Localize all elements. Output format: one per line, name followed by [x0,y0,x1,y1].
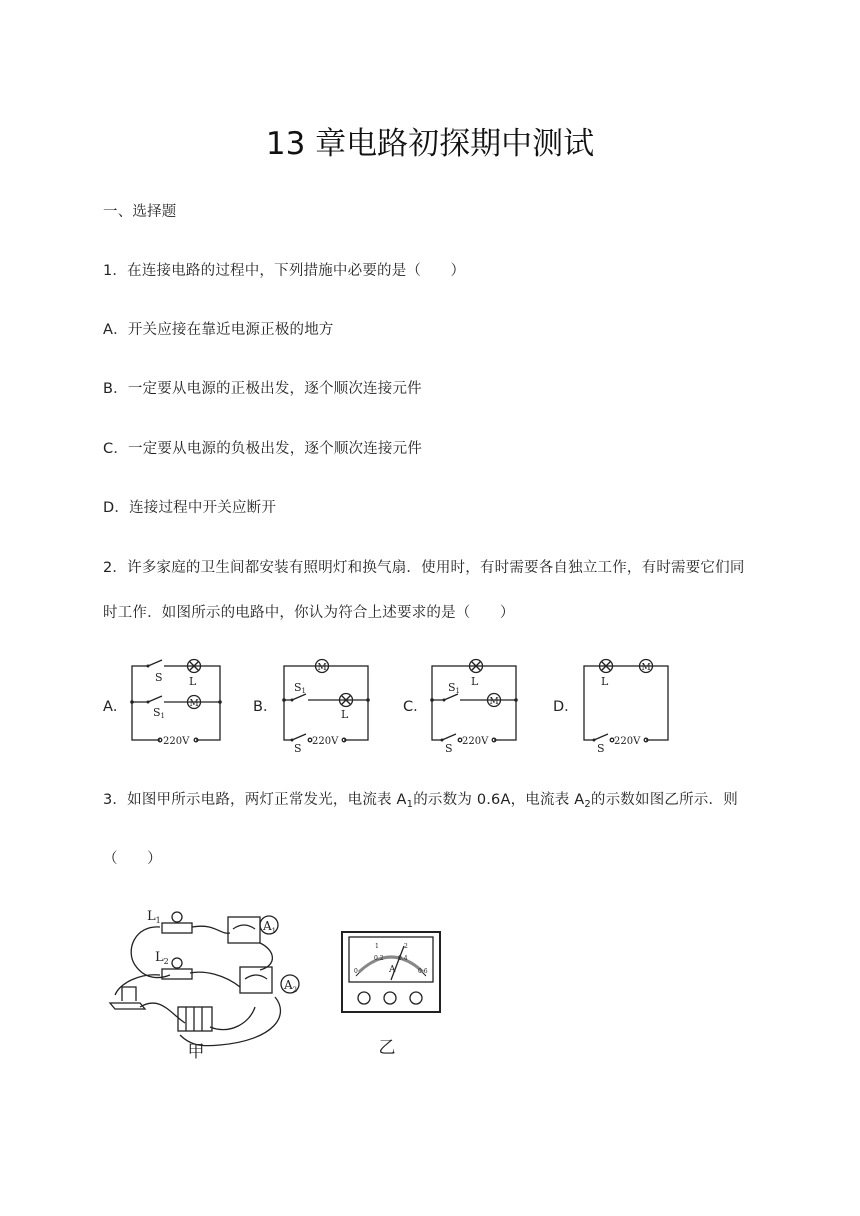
bulb-l1-base [162,923,192,933]
label-s: S [155,671,163,684]
svg-text:L1: $L_1$ [147,909,161,925]
switch-icon [110,1003,145,1009]
question-1-option-d[interactable]: D．连接过程中开关应断开 [103,500,277,516]
svg-text:M: M [641,663,651,673]
svg-text:1: 1 [375,943,379,950]
svg-text:M: M [189,699,199,709]
svg-text:S: S [597,742,605,755]
svg-text:S: S [445,742,453,755]
svg-text:S: S [294,742,302,755]
question-1-option-a[interactable]: A．开关应接在靠近电源正极的地方 [103,322,334,338]
page-title: 13 章电路初探期中测试 [265,126,595,162]
figure-jia-caption: 甲 [187,1042,205,1062]
question-1-stem: 1．在连接电路的过程中，下列措施中必要的是（ ） [103,263,466,279]
svg-text:0.2: 0.2 [374,955,384,962]
question-2-option-a-label[interactable]: A． [103,699,128,715]
question-2-option-c-label[interactable]: C． [403,699,428,715]
bulb-l2-base [162,969,192,979]
question-1-option-c[interactable]: C．一定要从电源的负极出发，逐个顺次连接元件 [103,441,423,457]
svg-text:220V: 220V [462,736,489,747]
svg-text:A: A [389,965,396,975]
circuit-diagram-a [128,660,224,746]
figure-jia-circuit [100,895,315,1065]
svg-text:M: M [317,663,327,673]
svg-text:0: 0 [354,968,358,975]
bulb-icon [172,958,182,968]
svg-text:L: L [601,675,609,688]
svg-text:220V: 220V [312,736,339,747]
circuit-diagram-b [280,660,376,755]
svg-text:S1: S1 [448,681,461,695]
question-2-option-d-label[interactable]: D． [553,699,579,715]
figure-yi-ammeter-dial [340,928,444,1058]
question-2-stem-line-1: 2．许多家庭的卫生间都安装有照明灯和换气扇．使用时，有时需要各自独立工作，有时需要它们同 [103,560,745,576]
bulb-icon [172,912,182,922]
question-2-stem-line-2: 时工作．如图所示的电路中，你认为符合上述要求的是（ ） [103,605,515,621]
ammeter-a2-icon [240,967,272,993]
section-heading: 一、选择题 [103,204,177,220]
label-220v: 220V [163,736,190,747]
svg-text:220V: 220V [614,736,641,747]
question-2-option-b-label[interactable]: B． [253,699,278,715]
question-3-stem-line-2: （ ） [103,851,162,867]
svg-text:M: M [489,697,499,707]
svg-text:L: L [341,708,349,721]
svg-text:L2: $L_2$ [155,950,169,966]
svg-text:A1: $A_1$ [263,919,277,935]
circuit-diagram-c [428,660,524,755]
battery-icon [178,1007,212,1031]
svg-text:0.4: 0.4 [398,955,408,962]
label-l: L [189,675,197,688]
question-1-option-b[interactable]: B．一定要从电源的正极出发，逐个顺次连接元件 [103,381,422,397]
svg-text:A2: $A_2$ [284,978,298,994]
ammeter-a1-icon [228,917,260,943]
question-3-stem-line-1: 3．如图甲所示电路，两灯正常发光，电流表 $A_1$的示数为 0.6A，电流表 $A_2$的示数如图乙所示．则 [103,792,738,810]
figure-yi-caption: 乙 [378,1038,396,1058]
svg-text:L: L [471,675,479,688]
svg-text:2: 2 [404,943,408,950]
svg-text:S1: S1 [294,681,307,695]
svg-text:S1: S1 [153,706,166,720]
circuit-diagram-d [580,660,676,755]
svg-text:0.6: 0.6 [418,968,428,975]
